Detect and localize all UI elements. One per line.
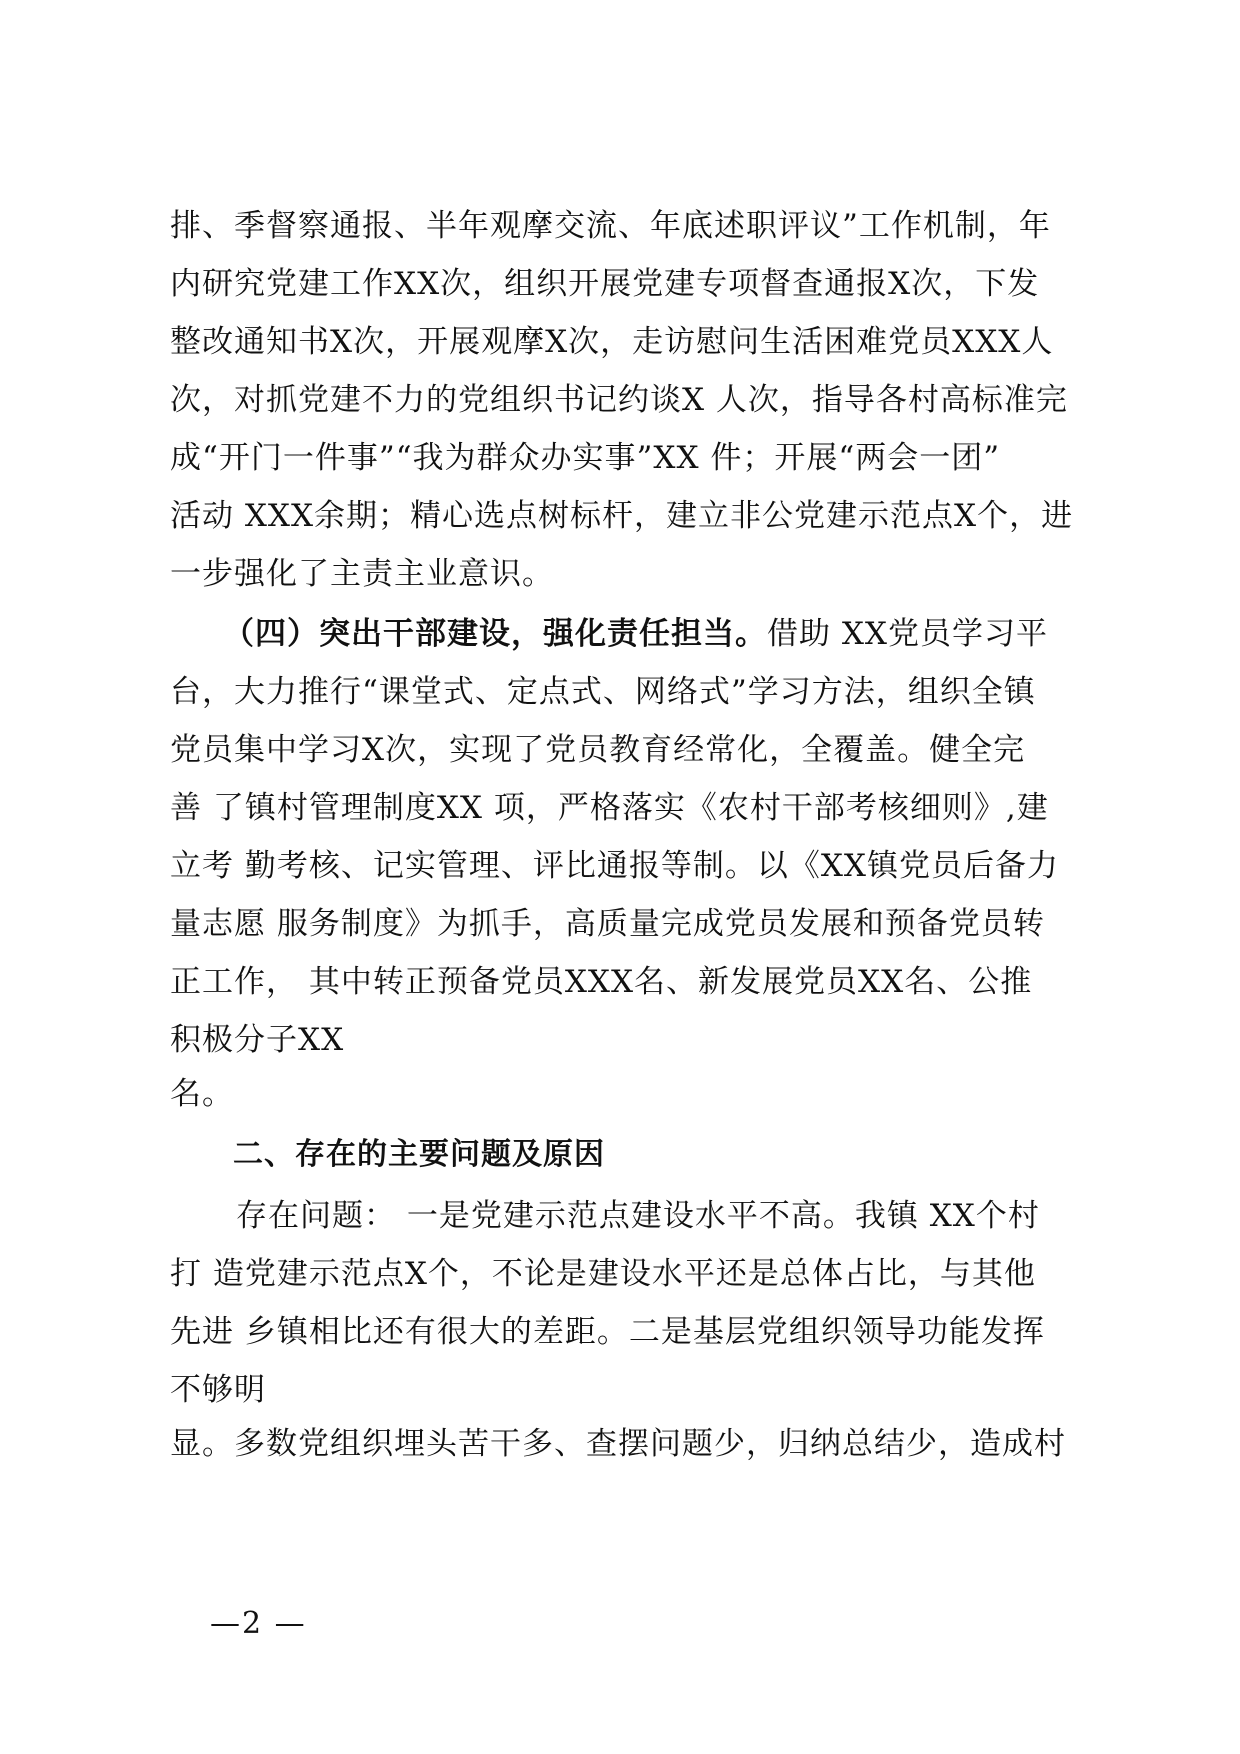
subsection-heading: （四）突出干部建设，强化责任担当。 — [223, 616, 767, 652]
paragraph-line: 次，对抓党建不力的党组织书记约谈X 人次，指导各村高标准完 — [170, 382, 1068, 418]
paragraph-line: 一步强化了主责主业意识。 — [170, 556, 554, 592]
paragraph-line: 量志愿 服务制度》为抓手，高质量完成党员发展和预备党员转 — [170, 906, 1045, 942]
paragraph-line: 成“开门一件事”“我为群众办实事”XX 件；开展“两会一团” — [170, 440, 1001, 476]
paragraph-line: 排、季督察通报、半年观摩交流、年底述职评议”工作机制，年 — [170, 208, 1051, 244]
paragraph-text: 借助 XX党员学习平 — [767, 616, 1048, 652]
paragraph-first-line: 存在问题： 一是党建示范点建设水平不高。我镇 XX个村 — [236, 1198, 1040, 1234]
paragraph-line: 名。 — [170, 1076, 234, 1112]
paragraph-line: 台，大力推行“课堂式、定点式、网络式”学习方法，组织全镇 — [170, 674, 1036, 710]
paragraph-line: 善 了镇村管理制度XX 项，严格落实《农村干部考核细则》,建 — [170, 790, 1049, 826]
paragraph-line: 正工作， 其中转正预备党员XXX名、新发展党员XX名、公推 — [170, 964, 1033, 1000]
paragraph-line: 显。多数党组织埋头苦干多、查摆问题少，归纳总结少，造成村 — [170, 1426, 1066, 1462]
paragraph-first-line — [223, 614, 1048, 654]
paragraph-line: 立考 勤考核、记实管理、评比通报等制。以《XX镇党员后备力 — [170, 848, 1059, 884]
paragraph-line: 活动 XXX余期；精心选点树标杆，建立非公党建示范点X个，进 — [170, 498, 1074, 534]
paragraph-line: 打 造党建示范点X个，不论是建设水平还是总体占比，与其他 — [170, 1256, 1036, 1292]
page-number: —2 — — [210, 1606, 307, 1641]
paragraph-line: 内研究党建工作XX次，组织开展党建专项督查通报X次，下发 — [170, 266, 1040, 302]
paragraph-line: 先进 乡镇相比还有很大的差距。二是基层党组织领导功能发挥 — [170, 1314, 1045, 1350]
paragraph-line: 积极分子XX — [170, 1022, 345, 1058]
section-heading: 二、存在的主要问题及原因 — [233, 1137, 605, 1172]
paragraph-line: 整改通知书X次，开展观摩X次，走访慰问生活困难党员XXX人 — [170, 324, 1054, 360]
paragraph-line: 不够明 — [170, 1372, 266, 1408]
paragraph-line: 党员集中学习X次，实现了党员教育经常化，全覆盖。健全完 — [170, 732, 1026, 768]
